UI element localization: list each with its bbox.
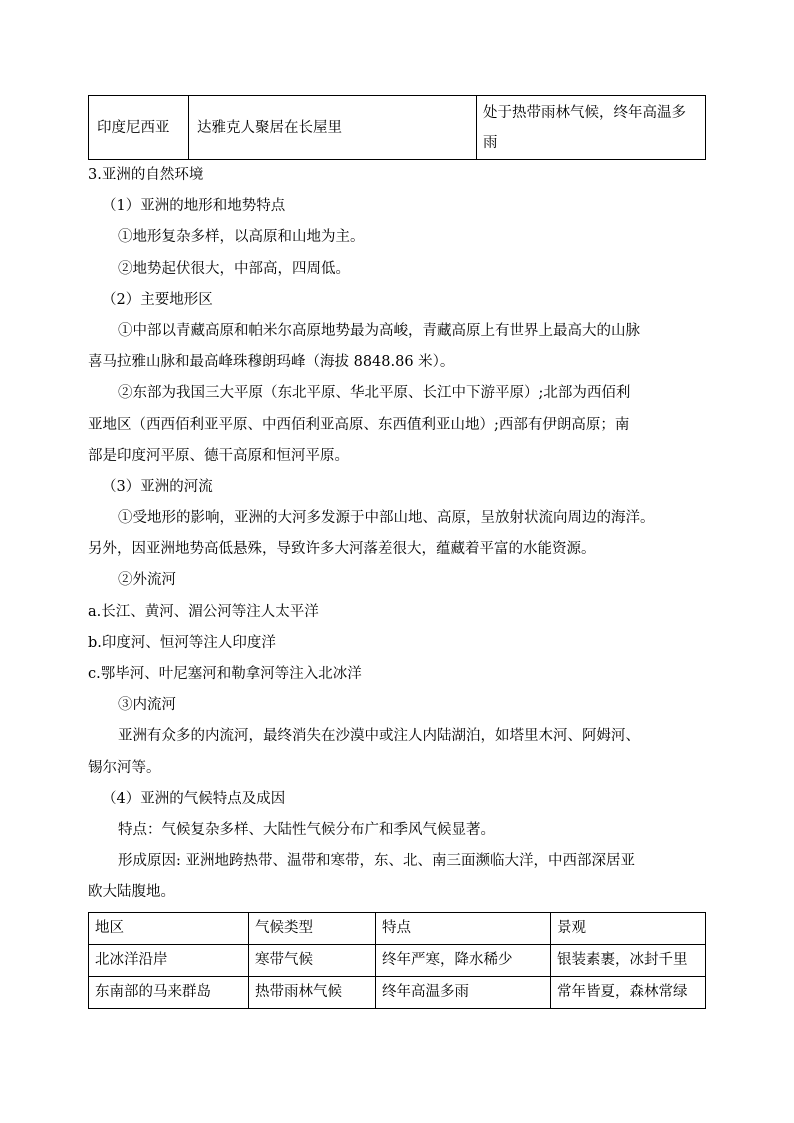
table-cell: 终年严寒，降水稀少 (376, 944, 551, 976)
country-table (88, 95, 706, 160)
table-cell: 常年皆夏，森林常绿 (551, 976, 706, 1008)
paragraph-line: 形成原因: 亚洲地跨热带、温带和寒带，东、北、南三面濒临大洋，中西部深居亚 (118, 853, 635, 870)
paragraph-line: 喜马拉雅山脉和最高峰珠穆朗玛峰（海拔 8848.86 米）。 (88, 354, 455, 371)
subsection-title: （1）亚洲的地形和地势特点 (102, 198, 286, 215)
table-header-row (89, 912, 706, 944)
paragraph-line: 锡尔河等。 (88, 759, 161, 776)
table-cell: 终年高温多雨 (376, 976, 551, 1008)
paragraph-line: 欧大陆腹地。 (88, 884, 175, 901)
list-heading: ②外流河 (118, 572, 176, 589)
list-item: b.印度河、恒河等注人印度洋 (88, 634, 276, 651)
paragraph-line: 特点：气候复杂多样、大陆性气候分布广和季风气候显著。 (118, 821, 495, 838)
table-cell: 处于热带雨林气候，终年高温多雨 (477, 96, 706, 160)
table-cell: 达雅克人聚居在长屋里 (189, 96, 477, 160)
table-cell: 北冰洋沿岸 (89, 944, 249, 976)
table-cell: 银装素裹，冰封千里 (551, 944, 706, 976)
paragraph-line: 部是印度河平原、德干高原和恒河平原。 (88, 447, 349, 464)
paragraph-line: ②东部为我国三大平原（东北平原、华北平原、长江中下游平原）;北部为西佰利 (118, 385, 631, 402)
table-cell: 东南部的马来群岛 (89, 976, 249, 1008)
subsection-title: （3）亚洲的河流 (102, 478, 213, 495)
column-header: 气候类型 (249, 912, 376, 944)
list-item: a.长江、黄河、湄公河等注人太平洋 (88, 603, 319, 620)
column-header: 地区 (89, 912, 249, 944)
document-page (88, 95, 705, 1009)
subsection-title: （4）亚洲的气候特点及成因 (102, 790, 286, 807)
table-row (89, 976, 706, 1008)
list-heading: ③内流河 (118, 697, 176, 714)
climate-table (88, 912, 706, 1009)
subsection-title: （2）主要地形区 (102, 291, 213, 308)
paragraph-line: 另外，因亚洲地势高低悬殊，导致许多大河落差很大，蕴藏着平富的水能资源。 (88, 541, 596, 558)
table-cell: 寒带气候 (249, 944, 376, 976)
paragraph-line: 亚洲有众多的内流河，最终消失在沙漠中或注人内陆湖泊，如塔里木河、阿姆河、 (118, 728, 640, 745)
table-row (89, 944, 706, 976)
paragraph-line: ①中部以青藏高原和帕米尔高原地势最为高峻，青藏高原上有世界上最高大的山脉 (118, 322, 640, 339)
column-header: 特点 (376, 912, 551, 944)
list-item: ②地势起伏很大，中部高，四周低。 (118, 260, 350, 277)
column-header: 景观 (551, 912, 706, 944)
table-cell: 热带雨林气候 (249, 976, 376, 1008)
paragraph-line: ①受地形的影响，亚洲的大河多发源于中部山地、高原，呈放射状流向周边的海洋。 (118, 510, 655, 527)
list-item: ①地形复杂多样，以高原和山地为主。 (118, 229, 365, 246)
list-item: c.鄂毕河、叶尼塞河和勒拿河等注入北冰洋 (88, 666, 362, 682)
table-cell: 印度尼西亚 (89, 96, 189, 160)
table-row (89, 96, 706, 160)
paragraph-line: 亚地区（西西佰利亚平原、中西佰利亚高原、东西值利亚山地）;西部有伊朗高原；南 (88, 416, 630, 433)
section-title: 3.亚洲的自然环境 (88, 167, 204, 183)
